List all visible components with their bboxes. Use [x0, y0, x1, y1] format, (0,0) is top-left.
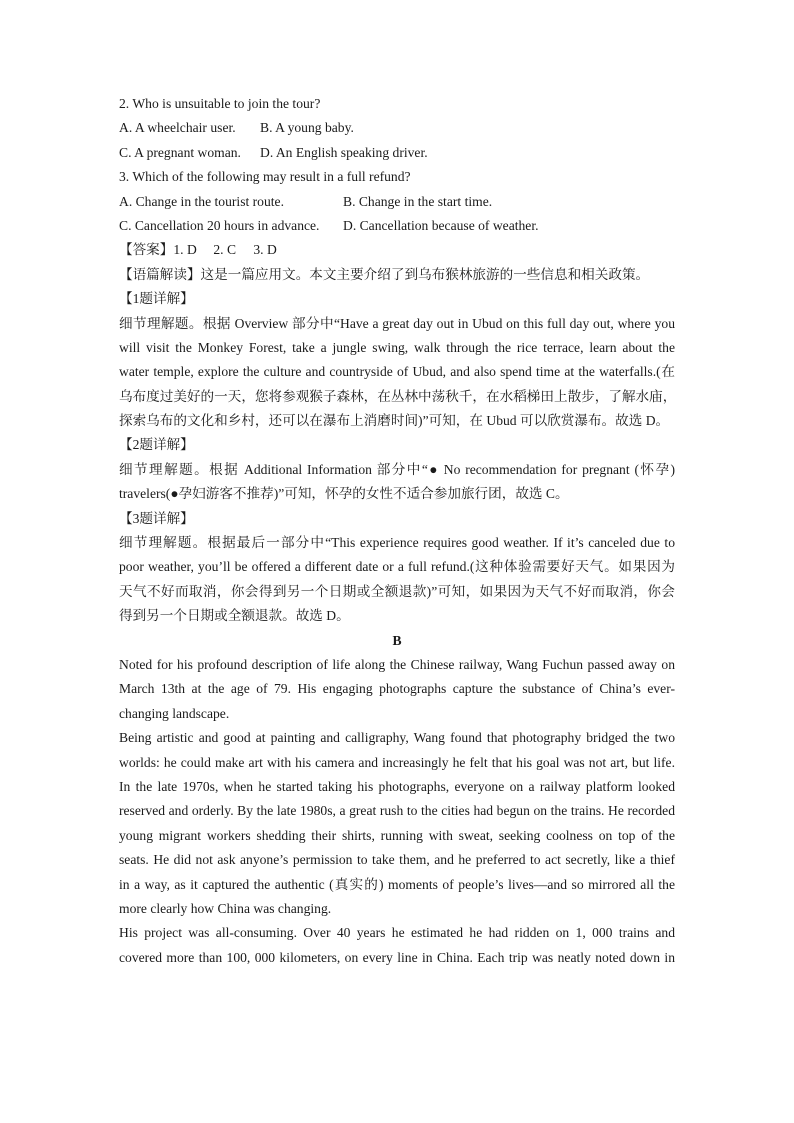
passage-b-line: In the late 1970s, when he started taking his photographs, everyone on a railway platform looked: [119, 778, 675, 794]
q2-detail-line: 细节理解题。根据 Additional Information 部分中“● No recommendation for pregnant (怀孕): [119, 461, 675, 477]
question-3-stem: 3. Which of the following may result in a full refund?: [119, 169, 411, 185]
q3-detail-heading: 【3题详解】: [119, 510, 194, 526]
question-2-options-row-1: [119, 116, 675, 140]
answer-2: 2. C: [213, 242, 237, 258]
passage-b-line: His project was all-consuming. Over 40 years he estimated he had ridden on 1, 000 trains and: [119, 925, 675, 941]
passage-b-line: covered more than 100, 000 kilometers, on every line in China. Each trip was neatly noted down in: [119, 949, 675, 965]
answer-3: 3. D: [253, 242, 277, 258]
question-2-stem: 2. Who is unsuitable to join the tour?: [119, 96, 321, 111]
q1-detail-line: will visit the Monkey Forest, take a jungle swing, walk through the rice terrace, learn about the: [119, 339, 675, 355]
q2-option-c: C. A pregnant woman.: [119, 144, 241, 160]
passage-b-line: reserved and orderly. By the late 1980s, a great rush to the cities had begun on the trains. He recorded: [119, 803, 675, 819]
q2-detail-heading: 【2题详解】: [119, 437, 194, 453]
passage-b-line: seats. He did not ask anyone’s permission to take them, and he preferred to act secretly, like a thief: [119, 852, 675, 868]
passage-b-line: Noted for his profound description of life along the Chinese railway, Wang Fuchun passed away on: [119, 656, 675, 672]
q2-detail-line: travelers(●孕妇游客不推荐)”可知，怀孕的女性不适合参加旅行团，故选 C。: [119, 486, 569, 502]
passage-b-line: in a way, as it captured the authentic (真实的) moments of people’s lives—and so mirrored all the: [119, 876, 675, 892]
question-3-options-row-1: [119, 190, 675, 214]
passage-b-line: worlds: he could make art with his camera and increasingly he felt that his goal was not art, but life.: [119, 754, 675, 770]
passage-b-heading: B: [392, 632, 402, 648]
answer-1: 1. D: [173, 242, 197, 258]
passage-b-line: more clearly how China was changing.: [119, 900, 332, 916]
q1-detail-line: 探索乌布的文化和乡村，还可以在瀑布上消磨时间)”可知，在 Ubud 可以欣赏瀑布。故选 D。: [119, 413, 670, 429]
passage-b-line: young migrant workers shedding their shirts, running with sweat, seeking coolness on top of the: [119, 827, 675, 843]
document-body: [119, 92, 675, 970]
q2-option-b: B. A young baby.: [260, 120, 354, 136]
q3-option-a: A. Change in the tourist route.: [119, 193, 284, 209]
passage-b-line: changing landscape.: [119, 705, 230, 721]
q3-detail-line: 天气不好而取消，你会得到另一个日期或全额退款)”可知，如果因为天气不好而取消，你会: [119, 583, 675, 599]
q3-detail-line: 细节理解题。根据最后一部分中“This experience requires good weather. If it’s canceled due to: [119, 535, 675, 551]
q3-detail-line: poor weather, you’ll be offered a different date or a full refund.(这种体验需要好天气。如果因为: [119, 559, 675, 575]
q3-detail-line: 得到另一个日期或全额退款。故选 D。: [119, 608, 350, 624]
q2-option-d: D. An English speaking driver.: [260, 144, 428, 160]
q3-option-b: B. Change in the start time.: [343, 193, 493, 209]
q1-detail-line: 乌布度过美好的一天，您将参观猴子森林，在丛林中荡秋千，在水稻梯田上散步，了解水庙，: [119, 388, 677, 404]
q1-detail-line: water temple, explore the culture and countryside of Ubud, and also spend time at the waterfalls.(在: [119, 364, 675, 380]
answer-line: [119, 238, 675, 262]
question-3-options-row-2: [119, 214, 675, 238]
answer-label: 【答案】: [119, 242, 174, 258]
q2-option-a: A. A wheelchair user.: [119, 120, 236, 136]
passage-analysis: 【语篇解读】这是一篇应用文。本文主要介绍了到乌布猴林旅游的一些信息和相关政策。: [119, 266, 650, 282]
q3-option-d: D. Cancellation because of weather.: [343, 217, 539, 233]
q3-option-c: C. Cancellation 20 hours in advance.: [119, 217, 320, 233]
question-2-options-row-2: [119, 141, 675, 165]
q1-detail-line: 细节理解题。根据 Overview 部分中“Have a great day out in Ubud on this full day out, where you: [119, 315, 675, 331]
passage-b-line: Being artistic and good at painting and calligraphy, Wang found that photography bridged the two: [119, 730, 675, 746]
passage-b-line: March 13th at the age of 79. His engaging photographs capture the substance of China’s ever-: [119, 681, 675, 697]
q1-detail-heading: 【1题详解】: [119, 291, 194, 307]
